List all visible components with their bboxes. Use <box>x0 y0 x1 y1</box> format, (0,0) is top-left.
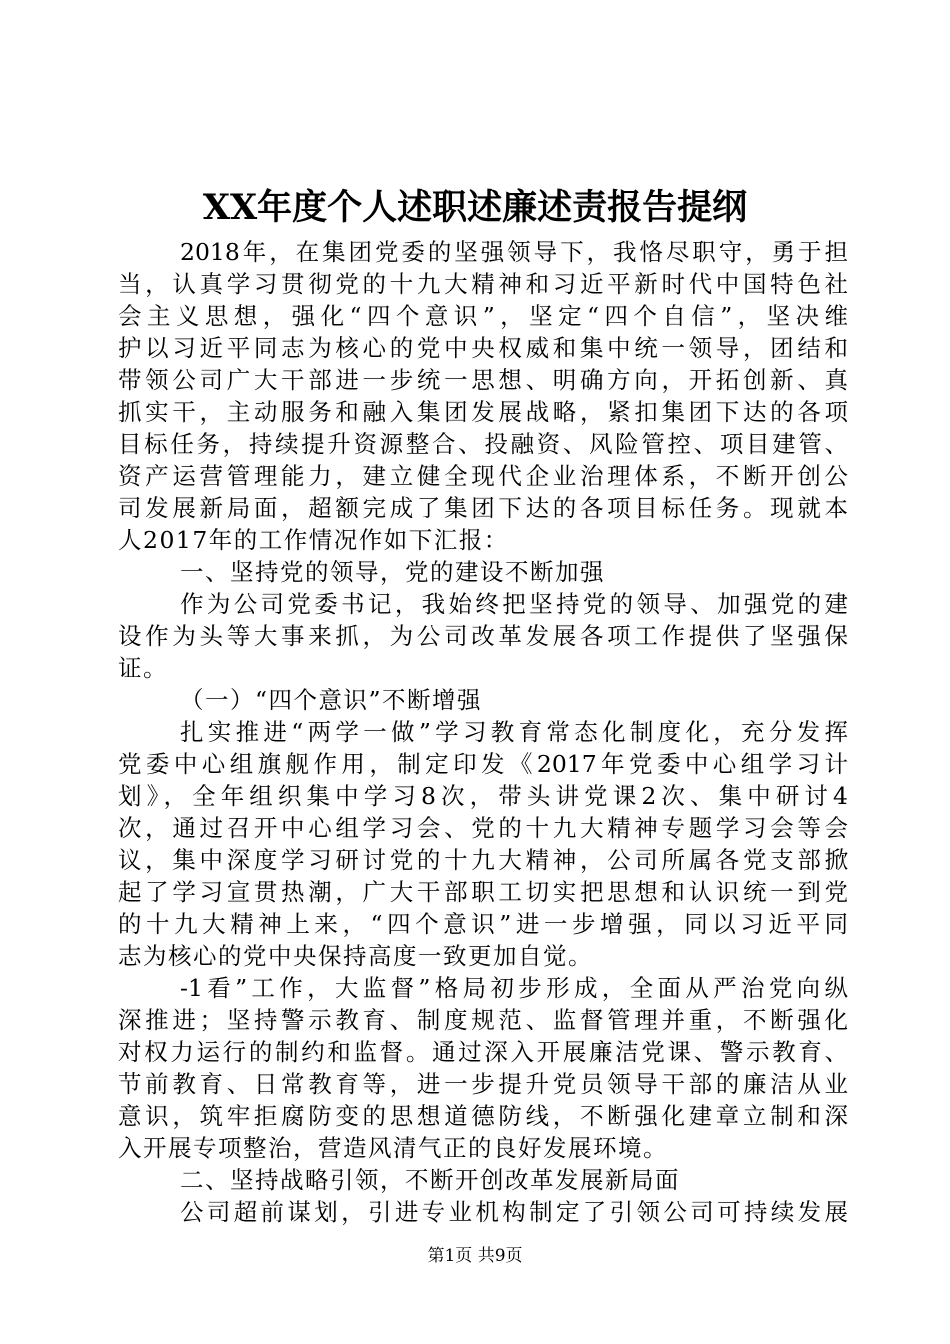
body-line: 划》，全年组织集中学习8次，带头讲党课2次、集中研讨4 <box>118 782 848 810</box>
page-footer: 第1页 共9页 <box>427 1246 523 1266</box>
body-line: 入开展专项整治，营造风清气正的良好发展环境。 <box>118 1134 668 1162</box>
body-line: 护以习近平同志为核心的党中央权威和集中统一领导，团结和 <box>118 334 848 362</box>
body-line: 证。 <box>118 654 168 682</box>
body-line: 一、坚持党的领导，党的建设不断加强 <box>180 558 605 586</box>
body-line: 带领公司广大干部进一步统一思想、明确方向，开拓创新、真 <box>118 366 848 394</box>
body-line: 抓实干，主动服务和融入集团发展战略，紧扣集团下达的各项 <box>118 398 848 426</box>
body-line: （一）“四个意识”不断增强 <box>180 686 483 714</box>
body-line: 意识，筑牢拒腐防变的思想道德防线，不断强化建章立制和深 <box>118 1102 848 1130</box>
body-line: 会主义思想，强化“四个意识”，坚定“四个自信”，坚决维 <box>118 302 848 330</box>
body-line: 作为公司党委书记，我始终把坚持党的领导、加强党的建 <box>180 590 848 618</box>
body-line: 设作为头等大事来抓，为公司改革发展各项工作提供了坚强保 <box>118 622 848 650</box>
body-line: 当，认真学习贯彻党的十九大精神和习近平新时代中国特色社 <box>118 270 848 298</box>
body-line: 2018年，在集团党委的坚强领导下，我恪尽职守，勇于担 <box>180 238 848 266</box>
body-line: 起了学习宣贯热潮，广大干部职工切实把思想和认识统一到党 <box>118 878 848 906</box>
body-line: 节前教育、日常教育等，进一步提升党员领导干部的廉洁从业 <box>118 1070 848 1098</box>
body-line: 扎实推进“两学一做”学习教育常态化制度化，充分发挥 <box>180 718 848 746</box>
body-line: 志为核心的党中央保持高度一致更加自觉。 <box>118 942 593 970</box>
body-line: 深推进；坚持警示教育、制度规范、监督管理并重，不断强化 <box>118 1006 848 1034</box>
body-line: -1看”工作，大监督”格局初步形成，全面从严治党向纵 <box>180 974 848 1002</box>
body-line: 二、坚持战略引领，不断开创改革发展新局面 <box>180 1166 680 1194</box>
body-line: 对权力运行的制约和监督。通过深入开展廉洁党课、警示教育、 <box>118 1038 848 1066</box>
body-line: 的十九大精神上来，“四个意识”进一步增强，同以习近平同 <box>118 910 848 938</box>
body-line: 资产运营管理能力，建立健全现代企业治理体系，不断开创公 <box>118 462 848 490</box>
body-line: 党委中心组旗舰作用，制定印发《2017年党委中心组学习计 <box>118 750 848 778</box>
body-line: 次，通过召开中心组学习会、党的十九大精神专题学习会等会 <box>118 814 848 842</box>
document-title: XX年度个人述职述廉述责报告提纲 <box>202 187 748 228</box>
body-line: 目标任务，持续提升资源整合、投融资、风险管控、项目建管、 <box>118 430 848 458</box>
body-line: 议，集中深度学习研讨党的十九大精神，公司所属各党支部掀 <box>118 846 848 874</box>
body-line: 人2017年的工作情况作如下汇报： <box>118 526 509 554</box>
body-line: 公司超前谋划，引进专业机构制定了引领公司可持续发展 <box>180 1198 848 1226</box>
body-line: 司发展新局面，超额完成了集团下达的各项目标任务。现就本 <box>118 494 848 522</box>
document-body <box>118 236 848 1228</box>
